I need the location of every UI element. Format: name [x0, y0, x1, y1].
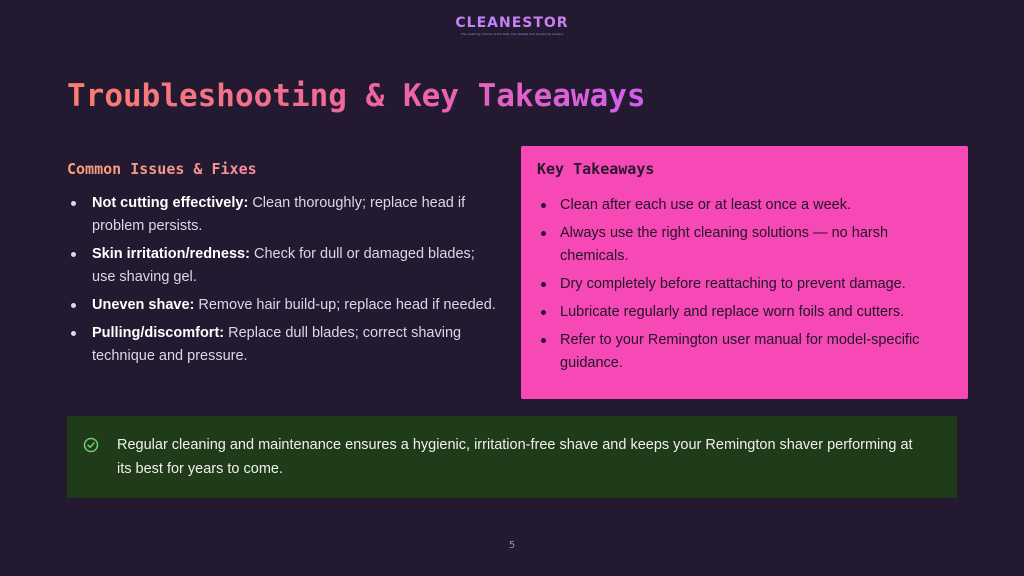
brand-logo — [0, 15, 1024, 37]
issue-label: Not cutting effectively: — [92, 195, 249, 211]
takeaway-item: Lubricate regularly and replace worn foils and cutters. — [537, 301, 952, 324]
callout-text: Regular cleaning and maintenance ensures a hygienic, irritation-free shave and keeps your Remington shaver performing at its best for years to come. — [117, 437, 913, 477]
brand-logo-name: CLEANESTOR — [0, 15, 1024, 31]
issue-item — [67, 243, 497, 289]
summary-callout — [67, 416, 957, 498]
issue-item — [67, 192, 497, 238]
common-issues-heading: Common Issues & Fixes — [67, 160, 497, 178]
issue-label: Pulling/discomfort: — [92, 325, 225, 341]
check-circle-icon — [83, 437, 99, 453]
issue-fix: Remove hair build-up; replace head if needed. — [194, 297, 496, 313]
key-takeaways-list — [537, 194, 952, 375]
takeaway-item: Refer to your Remington user manual for model-specific guidance. — [537, 329, 952, 375]
issue-label: Uneven shave: — [92, 297, 195, 313]
issue-fix: Replace dull blades; correct shaving technique and pressure. — [92, 325, 462, 364]
page-number: 5 — [508, 540, 516, 551]
key-takeaways-box — [521, 146, 968, 399]
takeaway-item: Dry completely before reattaching to prevent damage. — [537, 273, 952, 296]
key-takeaways-heading: Key Takeaways — [537, 160, 655, 178]
issue-fix: Check for dull or damaged blades; use shaving gel. — [92, 246, 475, 285]
slide-title: Troubleshooting & Key Takeaways — [67, 78, 646, 114]
brand-logo-tagline: The cleaning choices of the best, the reliable and trusted by leaders — [460, 32, 564, 36]
common-issues-section — [67, 160, 497, 373]
takeaway-item: Always use the right cleaning solutions — no harsh chemicals. — [537, 222, 952, 268]
issue-item — [67, 322, 497, 368]
takeaway-item: Clean after each use or at least once a week. — [537, 194, 952, 217]
issue-item — [67, 294, 497, 317]
issue-label: Skin irritation/redness: — [92, 246, 250, 262]
issue-fix: Clean thoroughly; replace head if problem persists. — [92, 195, 466, 234]
common-issues-list — [67, 192, 497, 368]
